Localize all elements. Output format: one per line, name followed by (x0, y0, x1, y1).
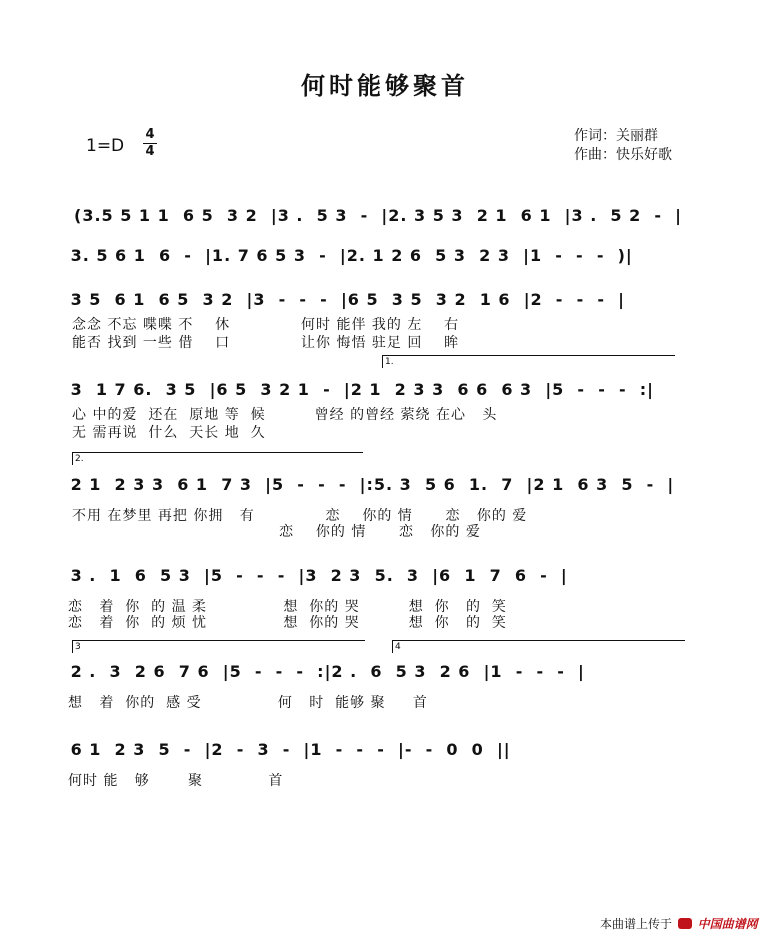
composer: 作曲：快乐好歌 (574, 147, 672, 163)
lyrics-verse-1: 恋 着 你 的 温 柔 想 你的 哭 想 你 的 笑 (68, 599, 507, 615)
notes-line: (3.5 5 1 1 6 5 3 2 |3 . 5 3 - |2. 3 5 3 2 1 6 1 |3 . 5 2 - | (74, 206, 683, 225)
notes-line: 6 1 2 3 5 - |2 - 3 - |1 - - - |- - 0 0 || (64, 740, 511, 759)
time-signature (143, 128, 157, 159)
volta-2: 2. (72, 452, 363, 465)
volta-1: 1. (382, 355, 675, 368)
lyrics-verse-2: 恋 着 你 的 烦 忧 想 你的 哭 想 你 的 笑 (68, 615, 507, 631)
credits (574, 127, 672, 165)
site-logo-icon (678, 918, 692, 929)
footer (600, 915, 758, 932)
song-title: 何时能够聚首 (301, 72, 469, 100)
lyrics-verse-2: 能否 找到 一些 借 口 让你 悔悟 驻足 回 眸 (72, 335, 460, 351)
notes-line: 2 1 2 3 3 6 1 7 3 |5 - - - |:5. 3 5 6 1. 7 |2 1 6 3 5 - | (64, 475, 675, 494)
footer-site[interactable]: 中国曲谱网 (697, 917, 758, 931)
notes-line: 3 1 7 6. 3 5 |6 5 3 2 1 - |2 1 2 3 3 6 6 6 3 |5 - - - :| (64, 380, 655, 399)
key-signature: 1=D (86, 136, 125, 156)
notes-line: 2 . 3 2 6 7 6 |5 - - - :|2 . 6 5 3 2 6 |1 - - - | (64, 662, 585, 681)
meter-bottom: 4 (145, 144, 155, 159)
volta-3: 3 (72, 640, 365, 653)
notes-line: 3 5 6 1 6 5 3 2 |3 - - - |6 5 3 5 3 2 1 6 |2 - - - | (64, 290, 625, 309)
lyricist: 作词：关丽群 (574, 128, 658, 144)
lyrics-verse-1: 心 中的爱 还在 原地 等 候 曾经 的曾经 萦绕 在心 头 (72, 407, 498, 423)
notes-line: 3 . 1 6 5 3 |5 - - - |3 2 3 5. 3 |6 1 7 6 - | (64, 566, 568, 585)
meter-top: 4 (145, 127, 155, 142)
lyrics-verse-2: 恋 你的 情 恋 你的 爱 (72, 524, 481, 540)
lyrics-verse-1: 不用 在梦里 再把 你拥 有 恋 你的 情 恋 你的 爱 (72, 508, 528, 524)
lyrics-verse-1: 何时 能 够 聚 首 (68, 773, 284, 789)
lyrics-verse-1: 念念 不忘 喋喋 不 休 何时 能伴 我的 左 右 (72, 317, 460, 333)
footer-prefix: 本曲谱上传于 (600, 917, 673, 931)
lyrics-verse-2: 无 需再说 什么 天长 地 久 (72, 425, 266, 441)
notes-line: 3. 5 6 1 6 - |1. 7 6 5 3 - |2. 1 2 6 5 3 2 3 |1 - - - )| (64, 246, 633, 265)
volta-4: 4 (392, 640, 685, 653)
lyrics-verse-1: 想 着 你的 感 受 何 时 能够 聚 首 (68, 695, 428, 711)
